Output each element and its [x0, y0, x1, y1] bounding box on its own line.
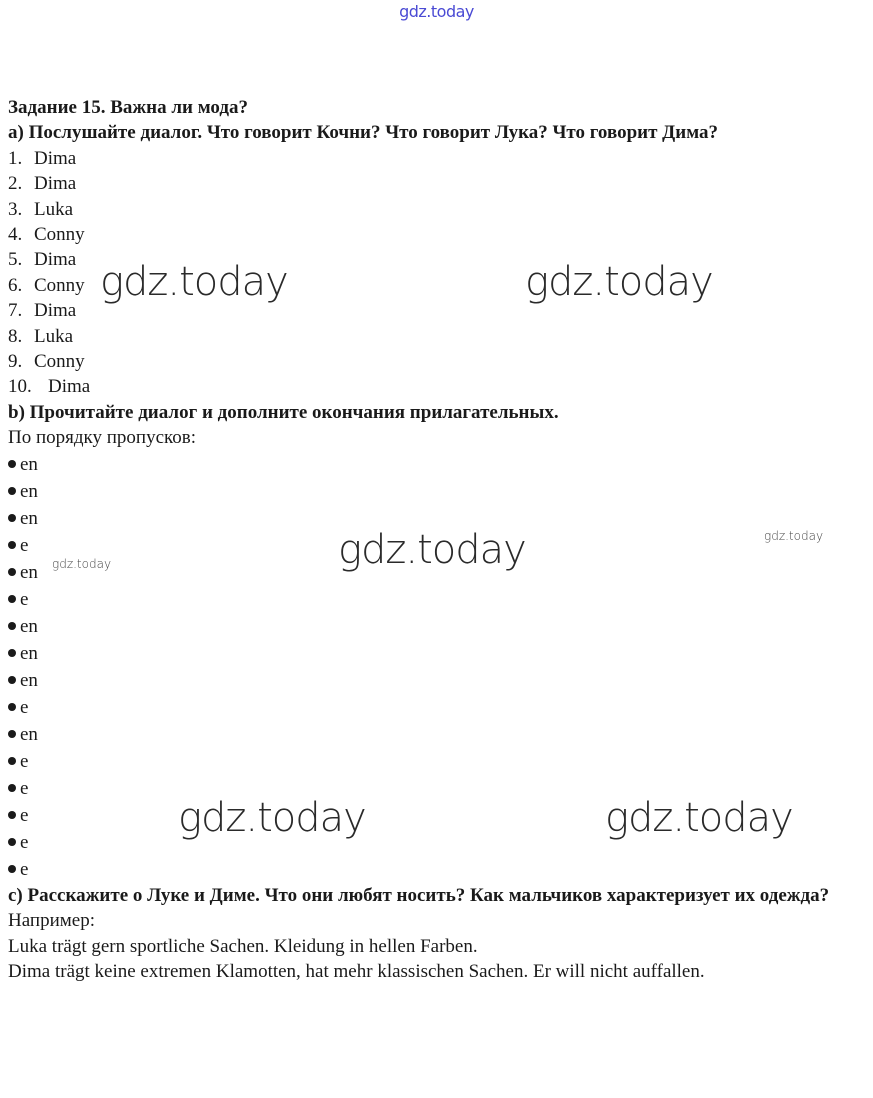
item-number: 5. [8, 249, 23, 271]
watermark: gdz.today [100, 259, 288, 305]
list-item [8, 451, 868, 478]
ending-text: e [20, 534, 29, 556]
item-name: Dima [34, 300, 77, 322]
part-b-intro: По порядку пропусков: [8, 427, 197, 449]
list-item [8, 613, 868, 640]
bullet-icon [8, 541, 16, 549]
ending-text: en [20, 615, 38, 637]
list-item [8, 222, 868, 247]
watermark: gdz.today [605, 795, 793, 841]
item-number: 6. [8, 274, 23, 296]
item-name: Conny [34, 274, 85, 296]
ending-text: e [20, 588, 29, 610]
ending-text: e [20, 831, 29, 853]
watermark: gdz.today [764, 529, 824, 543]
ending-text: e [20, 750, 29, 772]
item-number: 1. [8, 147, 23, 169]
item-number: 7. [8, 300, 23, 322]
site-link[interactable]: gdz.today [399, 2, 474, 21]
bullet-icon [8, 838, 16, 846]
bullet-icon [8, 514, 16, 522]
ending-text: e [20, 804, 29, 826]
bullet-icon [8, 784, 16, 792]
item-name: Dima [34, 147, 77, 169]
watermark: gdz.today [178, 795, 366, 841]
bullet-icon [8, 487, 16, 495]
bullet-icon [8, 568, 16, 576]
bullet-icon [8, 730, 16, 738]
part-c-line: Dima trägt keine extremen Klamotten, hat mehr klassischen Sachen. Er will nicht auffallen. [8, 960, 705, 982]
ending-text: en [20, 561, 38, 583]
part-a-heading: a) Послушайте диалог. Что говорит Кочни? Что говорит Лука? Что говорит Дима? [8, 122, 719, 144]
list-item [8, 748, 868, 775]
ending-text: en [20, 642, 38, 664]
bullet-icon [8, 865, 16, 873]
list-item [8, 349, 868, 374]
ending-text: en [20, 669, 38, 691]
ending-text: en [20, 723, 38, 745]
item-name: Conny [34, 224, 85, 246]
item-name: Luka [34, 325, 74, 347]
ending-text: e [20, 777, 29, 799]
part-b-heading: b) Прочитайте диалог и дополните окончания прилагательных. [8, 401, 559, 423]
ending-text: en [20, 480, 38, 502]
bullet-icon [8, 703, 16, 711]
list-item [8, 856, 868, 883]
watermark: gdz.today [338, 527, 526, 573]
item-name: Dima [48, 376, 91, 398]
list-item [8, 586, 868, 613]
item-name: Dima [34, 173, 77, 195]
list-item [8, 374, 868, 399]
list-item [8, 667, 868, 694]
bullet-icon [8, 622, 16, 630]
list-item [8, 171, 868, 196]
item-number: 2. [8, 173, 23, 195]
watermark: gdz.today [525, 259, 713, 305]
part-c-heading: c) Расскажите о Луке и Диме. Что они любят носить? Как мальчиков характеризует их одежда? [8, 884, 830, 906]
item-number: 10. [8, 376, 32, 398]
task-title: Задание 15. Важна ли мода? [8, 97, 248, 118]
item-name: Luka [34, 198, 74, 220]
item-name: Conny [34, 351, 85, 373]
item-name: Dima [34, 249, 77, 271]
item-number: 8. [8, 325, 23, 347]
ending-text: e [20, 858, 29, 880]
bullet-icon [8, 460, 16, 468]
part-c-example-label: Например: [8, 910, 95, 932]
list-item [8, 146, 868, 171]
bullet-icon [8, 676, 16, 684]
list-item [8, 721, 868, 748]
item-number: 9. [8, 351, 23, 373]
item-number: 4. [8, 224, 23, 246]
bullet-icon [8, 649, 16, 657]
ending-text: en [20, 507, 38, 529]
part-c-line: Luka trägt gern sportliche Sachen. Kleidung in hellen Farben. [8, 935, 478, 957]
list-item [8, 478, 868, 505]
watermark: gdz.today [52, 557, 112, 571]
list-item [8, 197, 868, 222]
ending-text: e [20, 696, 29, 718]
bullet-icon [8, 595, 16, 603]
ending-text: en [20, 453, 38, 475]
bullet-icon [8, 757, 16, 765]
list-item [8, 694, 868, 721]
list-item [8, 640, 868, 667]
list-item [8, 324, 868, 349]
item-number: 3. [8, 198, 23, 220]
bullet-icon [8, 811, 16, 819]
